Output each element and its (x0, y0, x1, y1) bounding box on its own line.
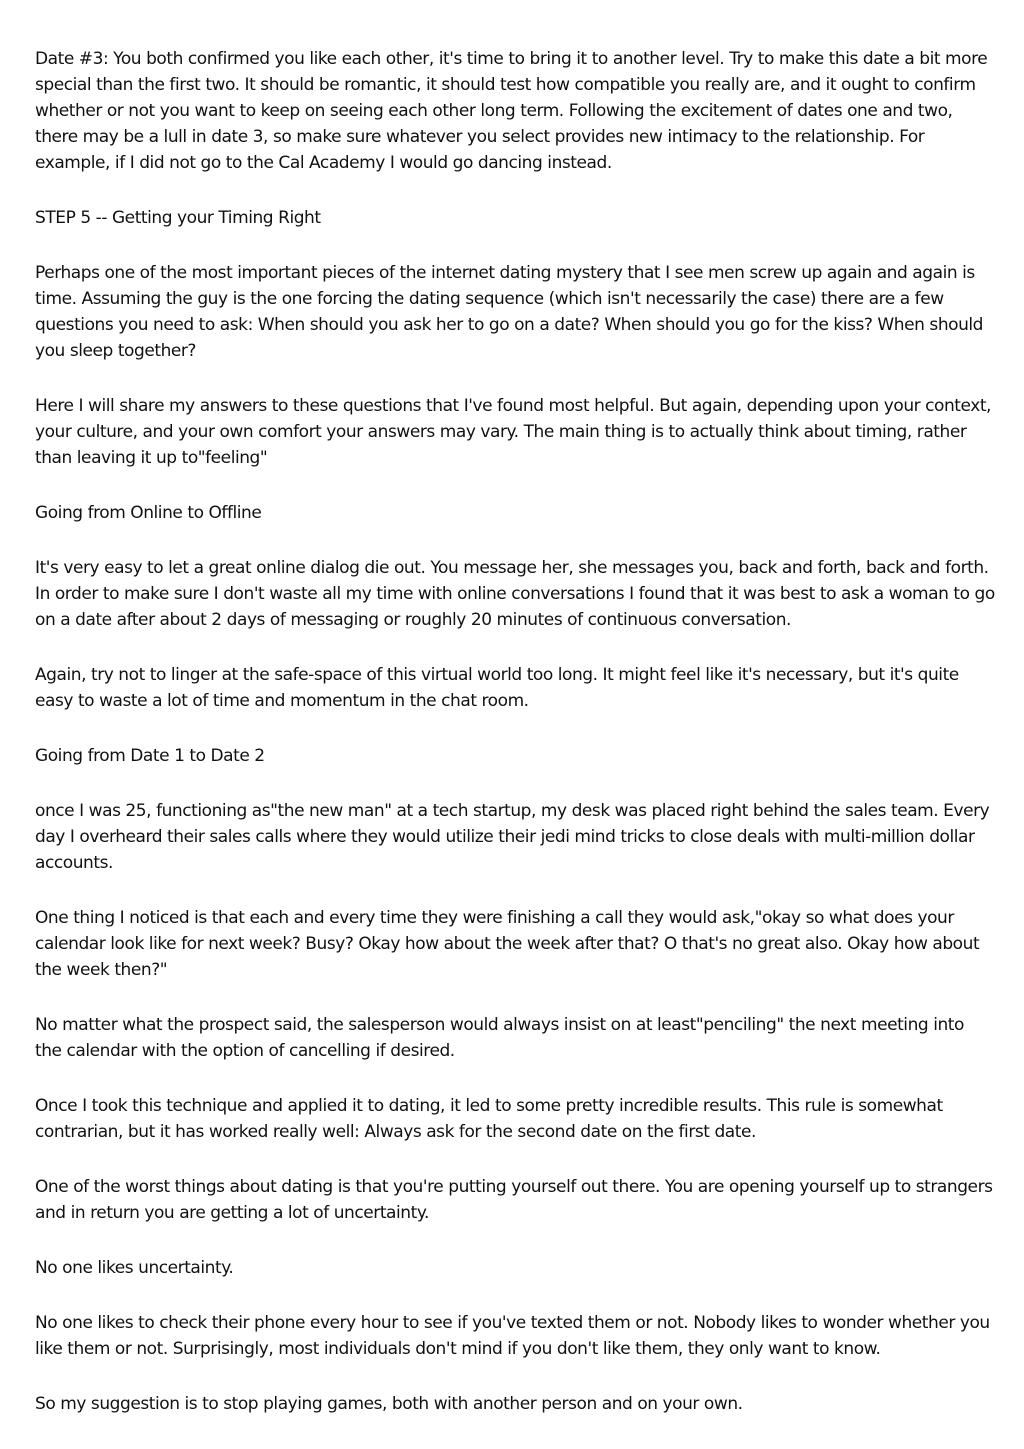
paragraph-worst-things: One of the worst things about dating is that you're putting yourself out there. You are opening yourself up to strangers and in return you are getting a lot of uncertainty. (35, 1177, 993, 1223)
paragraph-sales-calls: One thing I noticed is that each and every time they were finishing a call they would ask,"okay so what does your calendar look like for next week? Busy? Okay how about the week after that? O that's no great also. Okay how about the week then?" (35, 908, 980, 980)
paragraph-linger: Again, try not to linger at the safe-space of this virtual world too long. It might feel like it's necessary, but it's quite easy to waste a lot of time and momentum in the chat room. (35, 665, 959, 711)
paragraph-date-3: Date #3: You both confirmed you like each other, it's time to bring it to another level. Try to make this date a bit more special than the first two. It should be romantic, it should test how compatible you really are, and it ought to confirm whether or not you want to keep on seeing each other long term. Following the excitement of dates one and two, there may be a lull in date 3, so make sure whatever you select provides new intimacy to the relationship. For example, if I did not go to the Cal Academy I would go dancing instead. (35, 49, 988, 173)
paragraph-uncertainty: No one likes uncertainty. (35, 1258, 234, 1278)
paragraph-technique: Once I took this technique and applied it to dating, it led to some pretty incredible results. This rule is somewhat contrarian, but it has worked really well: Always ask for the second date on the first date. (35, 1096, 943, 1142)
heading-date-1-to-2: Going from Date 1 to Date 2 (35, 746, 265, 766)
paragraph-check-phone: No one likes to check their phone every hour to see if you've texted them or not. Nobody likes to wonder whether you like them or not. Surprisingly, most individuals don't mind if you don't like them, they only want to know. (35, 1313, 990, 1359)
document-page (35, 46, 995, 1446)
paragraph-timing-intro: Perhaps one of the most important pieces of the internet dating mystery that I see men screw up again and again is time. Assuming the guy is the one forcing the dating sequence (which isn't necessarily the case) there are a few questions you need to ask: When should you ask her to go on a date? When should you go for the kiss? When should you sleep together? (35, 263, 984, 361)
heading-step-5: STEP 5 -- Getting your Timing Right (35, 208, 321, 228)
paragraph-tech-startup: once I was 25, functioning as"the new man" at a tech startup, my desk was placed right behind the sales team. Every day I overheard their sales calls where they would utilize their jedi mind tricks to close deals with multi-million dollar accounts. (35, 801, 990, 873)
paragraph-penciling: No matter what the prospect said, the salesperson would always insist on at least"penciling" the next meeting into the calendar with the option of cancelling if desired. (35, 1015, 964, 1061)
heading-online-to-offline: Going from Online to Offline (35, 503, 262, 523)
paragraph-answers: Here I will share my answers to these questions that I've found most helpful. But again, depending upon your context, your culture, and your own comfort your answers may vary. The main thing is to actually think about timing, rather than leaving it up to"feeling" (35, 396, 992, 468)
paragraph-suggestion: So my suggestion is to stop playing games, both with another person and on your own. (35, 1394, 743, 1414)
paragraph-online-dialog: It's very easy to let a great online dialog die out. You message her, she messages you, back and forth, back and forth. In order to make sure I don't waste all my time with online conversations I found that it was best to ask a woman to go on a date after about 2 days of messaging or roughly 20 minutes of continuous conversation. (35, 558, 995, 630)
